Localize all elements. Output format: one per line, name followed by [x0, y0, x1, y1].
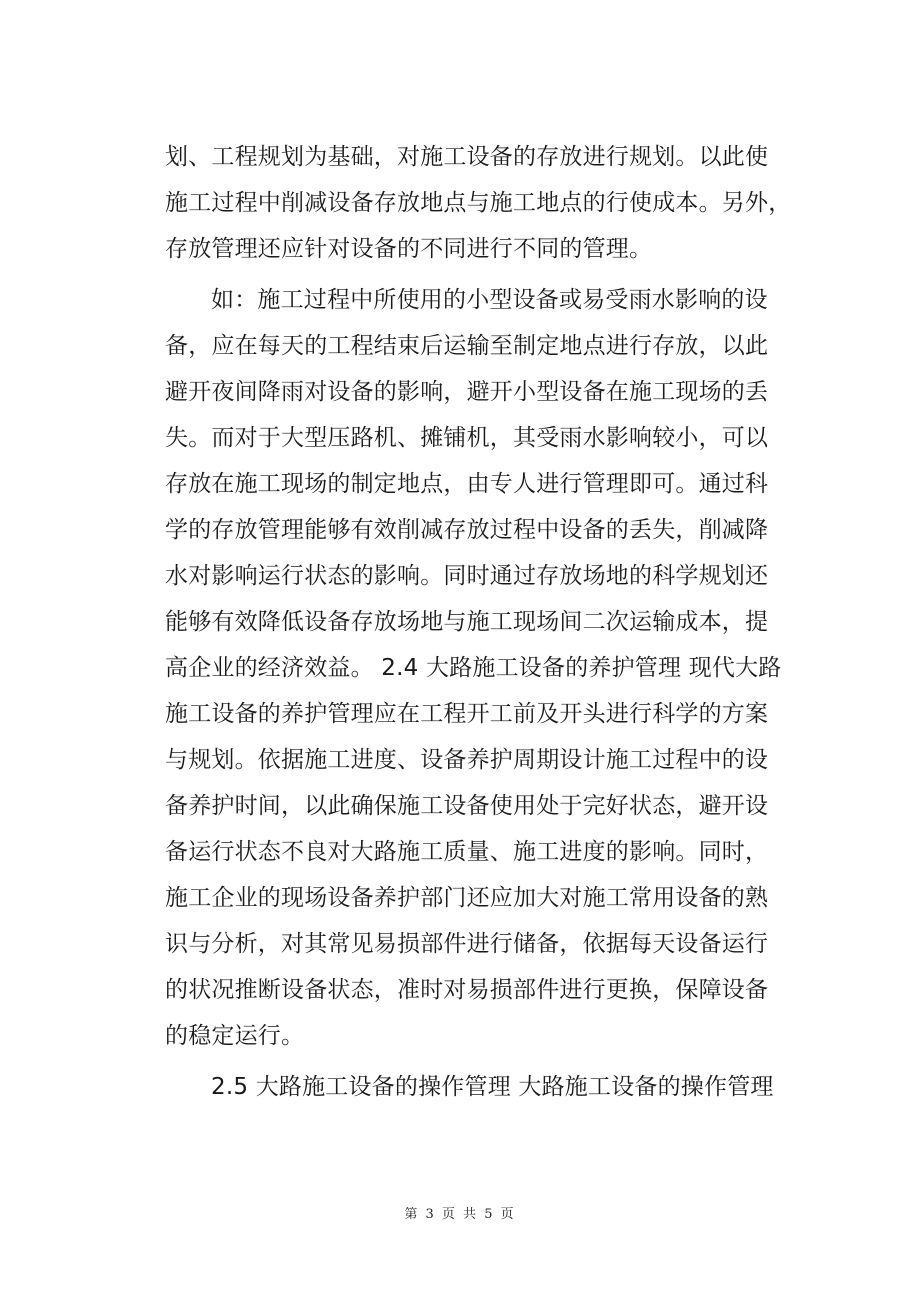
- text-line: 失。而对于大型压路机、摊铺机，其受雨水影响较小，可以: [165, 425, 769, 451]
- text-line: 施工企业的现场设备养护部门还应加大对施工常用设备的熟: [165, 885, 769, 911]
- text-line: 存放在施工现场的制定地点，由专人进行管理即可。通过科: [165, 471, 769, 497]
- text-line: 避开夜间降雨对设备的影响，避开小型设备在施工现场的丢: [165, 379, 769, 405]
- text-line: 高企业的经济效益。 2.4 大路施工设备的养护管理 现代大路: [165, 655, 782, 681]
- text-line: 的状况推断设备状态，准时对易损部件进行更换，保障设备: [165, 977, 769, 1003]
- page-number-footer: 第 3 页 共 5 页: [404, 1207, 516, 1222]
- text-line: 划、工程规划为基础，对施工设备的存放进行规划。以此使: [165, 144, 769, 170]
- text-line: 备运行状态不良对大路施工质量、施工进度的影响。同时，: [165, 839, 769, 865]
- text-line: 存放管理还应针对设备的不同进行不同的管理。: [165, 236, 653, 262]
- text-line: 施工设备的养护管理应在工程开工前及开头进行科学的方案: [165, 701, 769, 727]
- text-line: 学的存放管理能够有效削减存放过程中设备的丢失，削减降: [165, 517, 769, 543]
- text-line: 水对影响运行状态的影响。同时通过存放场地的科学规划还: [165, 563, 769, 589]
- text-line: 与规划。依据施工进度、设备养护周期设计施工过程中的设: [165, 747, 769, 773]
- text-line: 备养护时间，以此确保施工设备使用处于完好状态，避开设: [165, 793, 769, 819]
- text-line: 如：施工过程中所使用的小型设备或易受雨水影响的设: [211, 287, 768, 313]
- text-line: 识与分析，对其常见易损部件进行储备，依据每天设备运行: [165, 931, 769, 957]
- section-heading-line: 2.5 大路施工设备的操作管理 大路施工设备的操作管理: [211, 1074, 774, 1100]
- text-line: 备，应在每天的工程结束后运输至制定地点进行存放，以此: [165, 333, 769, 359]
- text-line: 的稳定运行。: [165, 1023, 305, 1049]
- text-line: 施工过程中削减设备存放地点与施工地点的行使成本。另外，: [165, 190, 792, 216]
- text-line: 能够有效降低设备存放场地与施工现场间二次运输成本，提: [165, 609, 769, 635]
